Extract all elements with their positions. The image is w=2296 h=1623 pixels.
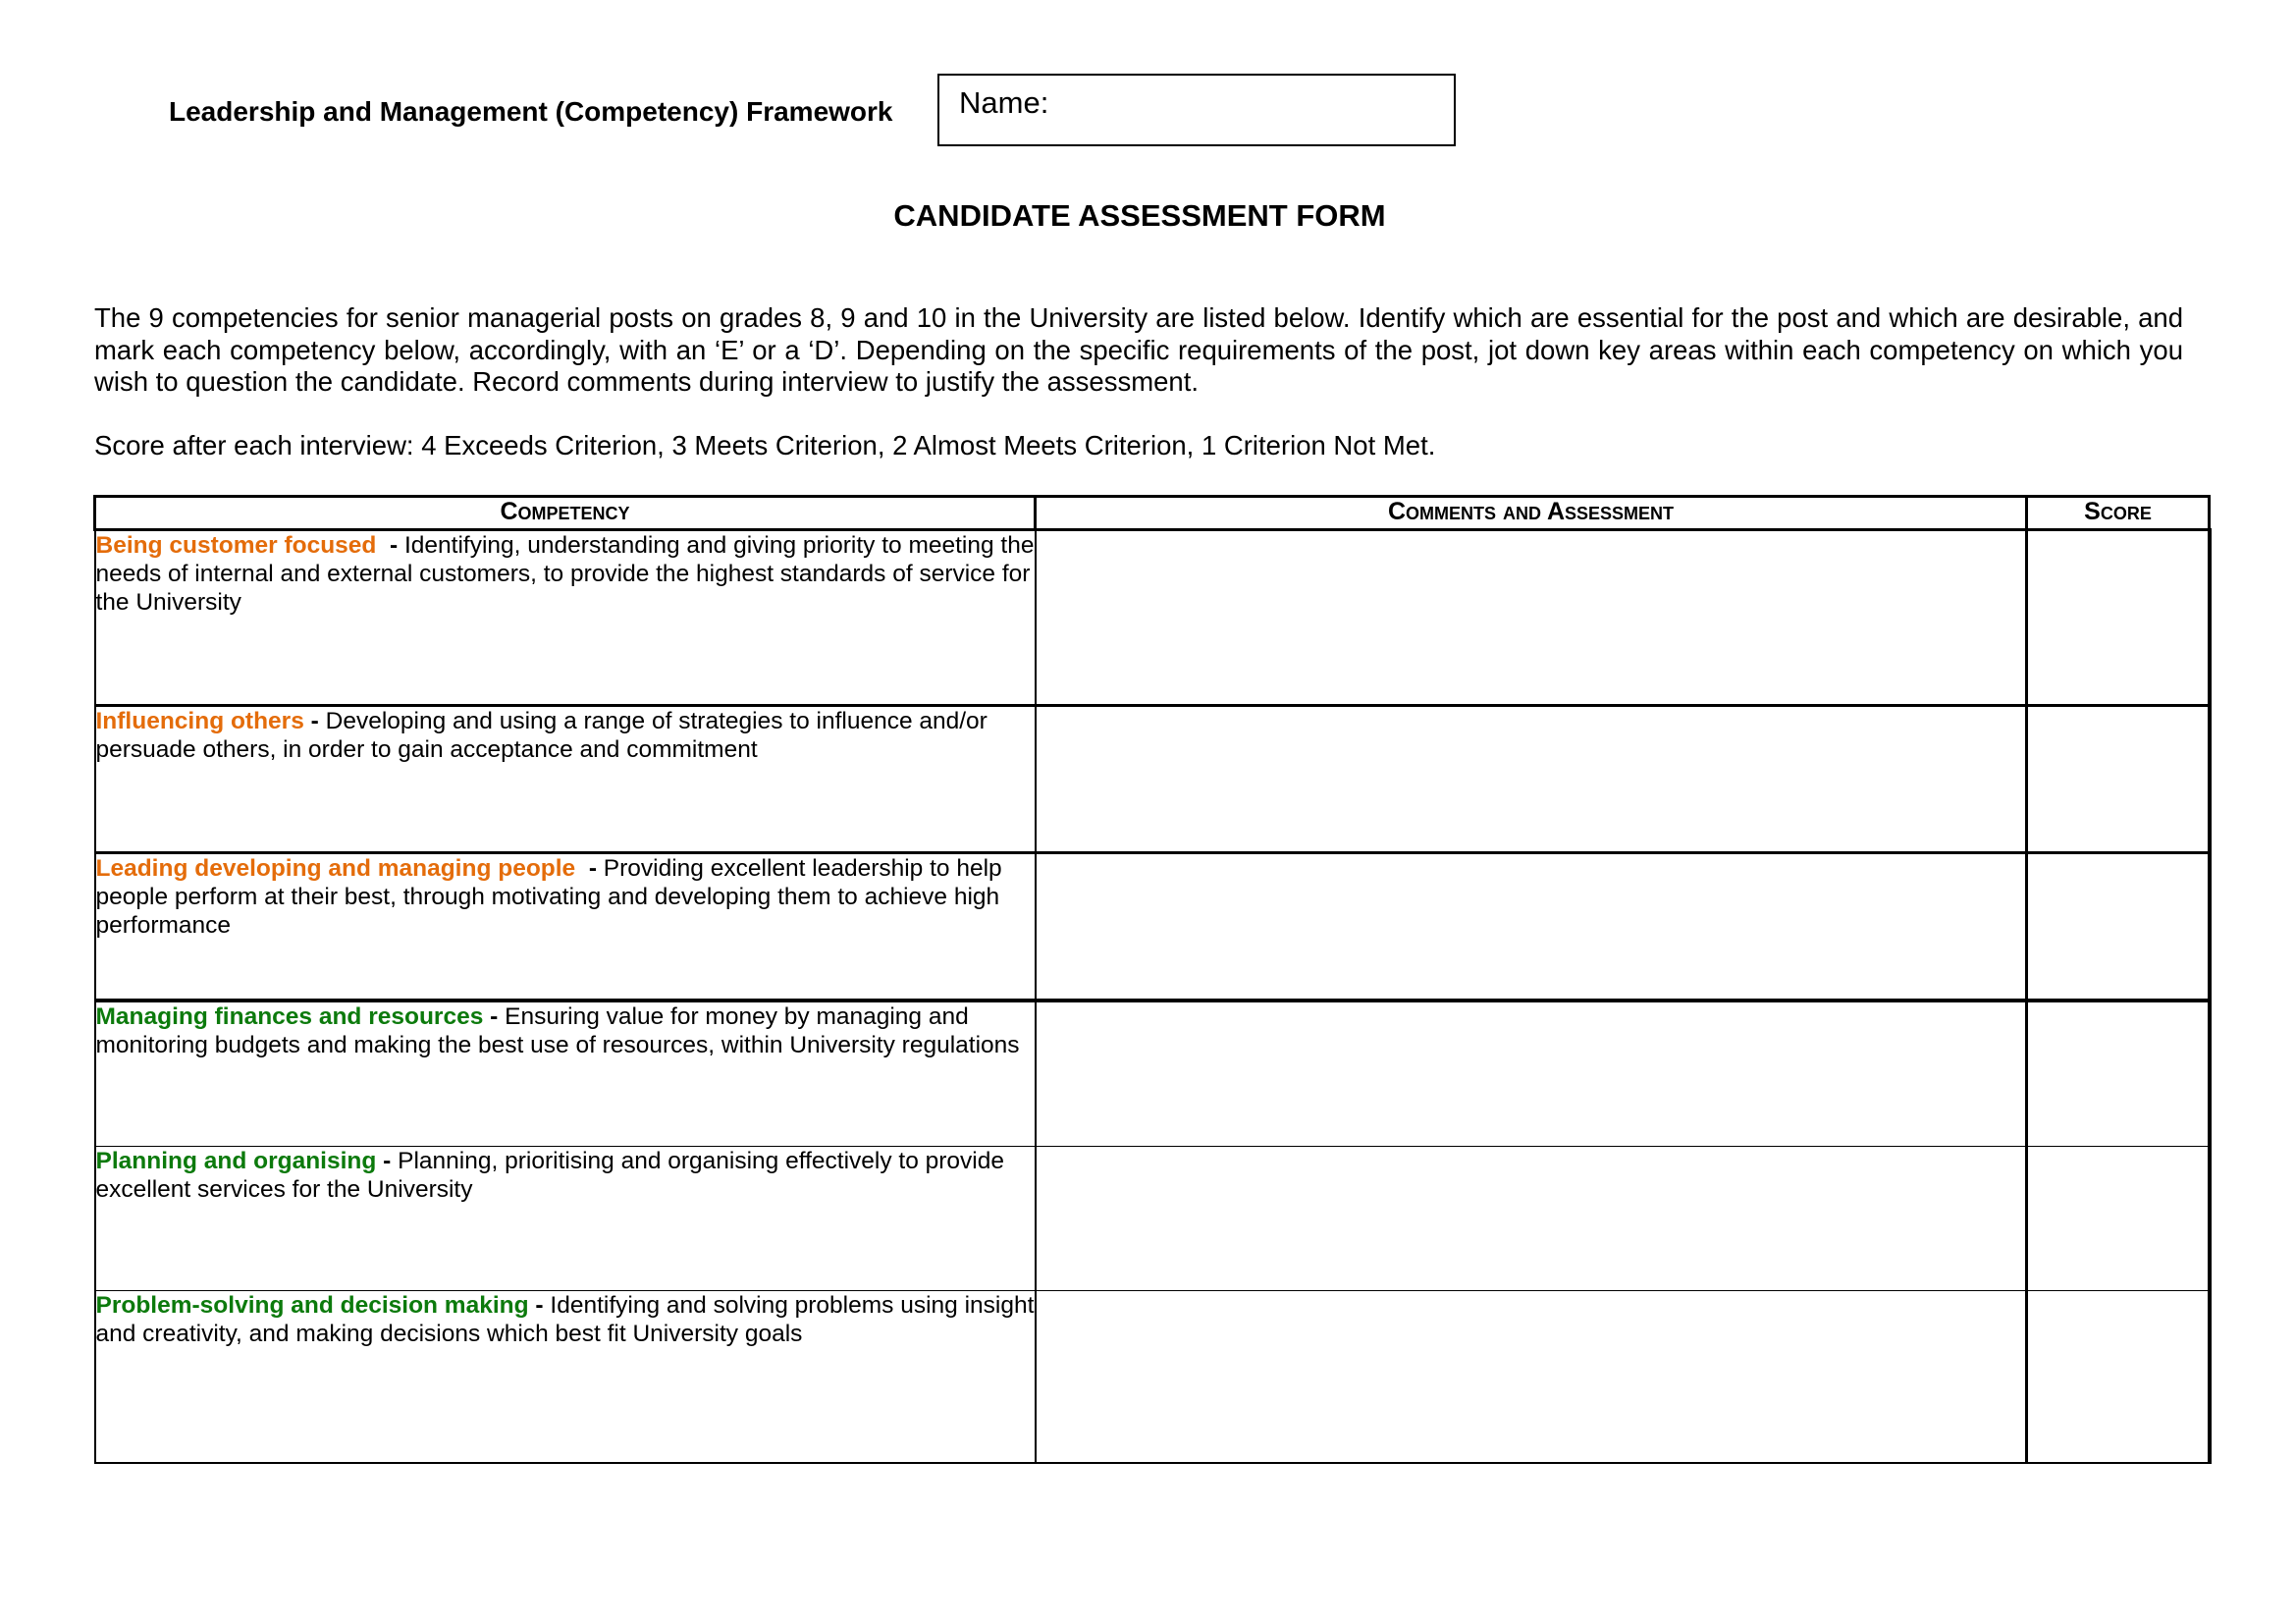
competency-dash: - (588, 855, 597, 882)
comments-cell[interactable] (1036, 706, 2027, 853)
competency-description: Planning, prioritising and organising effectively to provide excellent services for the University (95, 1148, 1004, 1203)
competency-name: Being customer focused (95, 532, 377, 559)
comments-cell[interactable] (1036, 530, 2027, 706)
competency-dash: - (310, 708, 319, 734)
table-row (95, 706, 2210, 853)
score-key: Score after each interview: 4 Exceeds Criterion, 3 Meets Criterion, 2 Almost Meets Criterion, 1 Criterion Not Met. (94, 430, 1436, 460)
score-cell[interactable] (2027, 1147, 2210, 1291)
comments-cell[interactable] (1036, 853, 2027, 1001)
framework-title: Leadership and Management (Competency) Framework (169, 96, 893, 127)
competency-description: Providing excellent leadership to help people perform at their best, through motivating and developing them to achieve high performance (95, 855, 1002, 939)
competency-cell (95, 1147, 1036, 1291)
comments-cell[interactable] (1036, 1001, 2027, 1147)
header-comments: Comments and Assessment (1036, 497, 2027, 530)
name-field[interactable] (937, 74, 1456, 146)
competency-dash: - (383, 1148, 392, 1174)
form-title: CANDIDATE ASSESSMENT FORM (893, 198, 1386, 233)
table-row (95, 853, 2210, 1001)
competency-name: Planning and organising (95, 1148, 377, 1174)
instructions-paragraph: The 9 competencies for senior managerial posts on grades 8, 9 and 10 in the University are listed below. Identify which are essential for the post and which are desirable, and mark each competency below, accordingly, with an ‘E’ or a ‘D’. Depending on the specific requirements of the post, jot down key areas within each competency on which you wish to question the candidate. Record comments during interview to justify the assessment. (94, 302, 2183, 397)
table-row (95, 1147, 2210, 1291)
competency-cell (95, 1001, 1036, 1147)
score-cell[interactable] (2027, 1001, 2210, 1147)
competency-dash: - (535, 1292, 544, 1319)
competency-name: Influencing others (95, 708, 304, 734)
table-header-row (95, 497, 2210, 530)
competency-cell (95, 1291, 1036, 1464)
competency-dash: - (390, 532, 399, 559)
table-row (95, 530, 2210, 706)
competency-description: Developing and using a range of strategies to influence and/or persuade others, in order to gain acceptance and commitment (95, 708, 988, 763)
table-row (95, 1001, 2210, 1147)
comments-cell[interactable] (1036, 1291, 2027, 1464)
competency-description: Identifying and solving problems using insight and creativity, and making decisions which best fit University goals (95, 1292, 1035, 1347)
assessment-table (93, 495, 2212, 1464)
competency-name: Problem-solving and decision making (95, 1292, 529, 1319)
name-label: Name: (959, 85, 1049, 120)
competency-name: Managing finances and resources (95, 1003, 484, 1030)
competency-description: Identifying, understanding and giving priority to meeting the needs of internal and external customers, to provide the highest standards of service for the University (95, 532, 1035, 616)
competency-cell (95, 706, 1036, 853)
score-cell[interactable] (2027, 853, 2210, 1001)
table-row (95, 1291, 2210, 1464)
competency-cell (95, 530, 1036, 706)
comments-cell[interactable] (1036, 1147, 2027, 1291)
competency-cell (95, 853, 1036, 1001)
competency-name: Leading developing and managing people (95, 855, 576, 882)
score-cell[interactable] (2027, 706, 2210, 853)
competency-description: Ensuring value for money by managing and monitoring budgets and making the best use of resources, within University regulations (95, 1003, 1020, 1058)
header-score: Score (2027, 497, 2210, 530)
header-competency: Competency (95, 497, 1036, 530)
competency-dash: - (490, 1003, 499, 1030)
score-cell[interactable] (2027, 530, 2210, 706)
score-cell[interactable] (2027, 1291, 2210, 1464)
